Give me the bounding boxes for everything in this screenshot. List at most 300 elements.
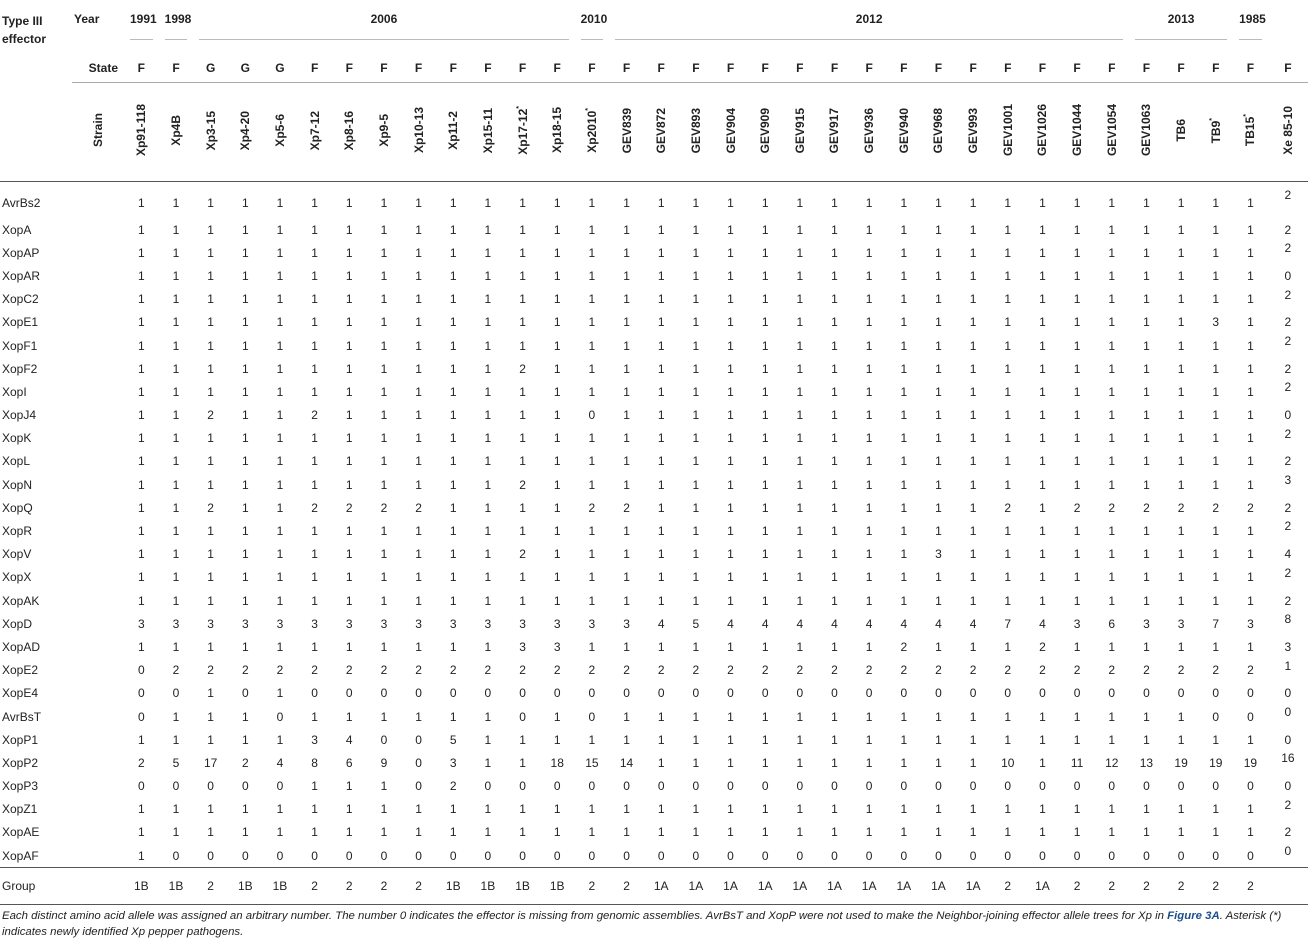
allele-cell: 1 (137, 268, 145, 283)
allele-cell: 0 (796, 848, 804, 863)
allele-cell: 1 (172, 547, 180, 562)
allele-cell: 1 (692, 408, 700, 423)
allele-cell: 1 (692, 431, 700, 446)
strain-cell (193, 83, 228, 182)
allele-cell: 1 (831, 524, 838, 539)
allele-cell: 1 (1004, 384, 1012, 399)
allele-cell: 1 (1108, 709, 1116, 724)
spacer-cell (72, 798, 124, 821)
effector-name: XopE1 (2, 315, 39, 330)
allele-cell: 1 (1039, 802, 1046, 817)
allele-cell: 1 (727, 196, 734, 210)
new-pathogen-mark: * (584, 108, 592, 111)
allele-cell: 3 (449, 755, 457, 770)
allele-cell: 1 (1247, 292, 1254, 307)
allele-cell: 1 (1004, 408, 1012, 423)
allele-cell: 1 (137, 431, 145, 446)
group-cell: 2 (367, 868, 402, 905)
allele-cell: 1 (900, 315, 908, 330)
footnote-text-2: . Asterisk (*) indicates newly identified Xp pepper pathogens. (2, 910, 1282, 938)
allele-cell: 1 (761, 196, 769, 210)
allele-cell: 1 (1073, 593, 1081, 608)
state-cell: F (297, 54, 332, 83)
year-cell (159, 0, 194, 54)
allele-cell: 1 (831, 315, 838, 330)
allele-cell: 0 (449, 848, 457, 863)
strain-cell (263, 83, 298, 182)
allele-cell: 1 (1039, 268, 1046, 283)
strain-cell (748, 83, 783, 182)
allele-cell: 2 (1039, 663, 1046, 678)
allele-cell: 1 (1143, 709, 1150, 724)
allele-cell: 1 (692, 268, 700, 283)
allele-cell: 1 (935, 196, 942, 210)
allele-cell: 1 (207, 361, 214, 376)
allele-cell: 2 (207, 663, 214, 678)
allele-cell: 3 (1284, 639, 1292, 654)
allele-cell: 1 (553, 500, 561, 515)
year-label: 1998 (165, 12, 188, 40)
allele-cell: 1 (380, 547, 388, 562)
allele-cell: 1 (207, 292, 214, 307)
allele-cell: 1 (1247, 547, 1254, 562)
allele-cell: 1 (761, 732, 769, 747)
allele-cell: 3 (207, 616, 214, 631)
group-cell: 1B (540, 868, 575, 905)
allele-cell: 0 (1247, 848, 1254, 863)
table-row (0, 241, 1308, 264)
allele-cell: 1 (311, 196, 318, 210)
allele-cell: 1 (727, 245, 734, 260)
allele-cell: 1 (380, 338, 388, 353)
allele-cell: 1 (345, 431, 353, 446)
spacer-cell (72, 241, 124, 264)
allele-cell: 1 (311, 709, 318, 724)
allele-cell: 12 (1105, 755, 1119, 770)
allele-cell: 0 (1284, 732, 1292, 747)
allele-cell: 1 (1073, 732, 1081, 747)
state-cell: F (748, 54, 783, 83)
allele-cell: 1 (449, 593, 457, 608)
allele-cell: 2 (1177, 500, 1185, 515)
allele-cell: 1 (311, 431, 318, 446)
allele-cell: 4 (969, 616, 977, 631)
allele-cell: 1 (1247, 222, 1254, 237)
allele-cell: 0 (1073, 848, 1081, 863)
allele-cell: 1 (657, 196, 665, 210)
allele-cell: 1 (1143, 570, 1150, 585)
effector-name: XopA (2, 222, 32, 237)
allele-cell: 0 (588, 686, 596, 701)
allele-cell: 1 (831, 222, 838, 237)
allele-cell: 1 (657, 222, 665, 237)
allele-cell: 2 (727, 663, 734, 678)
strain-label (897, 108, 911, 153)
allele-cell: 1 (553, 222, 561, 237)
allele-cell: 1 (831, 245, 838, 260)
allele-cell: 1 (692, 825, 700, 840)
allele-cell: 1 (796, 524, 804, 539)
allele-cell: 1 (415, 268, 422, 283)
strain-cell (852, 83, 887, 182)
allele-cell: 1 (345, 454, 353, 469)
allele-cell: 1 (380, 222, 388, 237)
allele-cell: 1 (1177, 315, 1185, 330)
allele-cell: 5 (692, 616, 700, 631)
effector-name: XopX (2, 570, 32, 585)
spacer-cell (72, 821, 124, 844)
allele-cell: 1 (1073, 802, 1081, 817)
allele-cell: 1 (1004, 431, 1012, 446)
allele-cell: 1 (380, 709, 388, 724)
state-cell: F (1129, 54, 1164, 83)
allele-cell: 19 (1209, 755, 1223, 770)
allele-cell: 0 (623, 779, 630, 794)
allele-cell: 1 (276, 570, 284, 585)
spacer-cell (72, 264, 124, 287)
allele-cell: 1 (241, 593, 249, 608)
allele-cell: 1 (1143, 245, 1150, 260)
strain-label (793, 108, 807, 153)
allele-cell: 1 (692, 338, 700, 353)
allele-cell: 2 (1212, 663, 1220, 678)
allele-cell: 1 (1004, 454, 1012, 469)
spacer-cell (72, 844, 124, 868)
state-cell: G (193, 54, 228, 83)
allele-cell: 1 (1212, 196, 1220, 210)
effector-name: AvrBsT (2, 709, 42, 724)
year-cell (193, 0, 574, 54)
allele-cell: 1 (761, 268, 769, 283)
allele-cell: 1 (692, 500, 700, 515)
allele-cell: 1 (207, 524, 214, 539)
allele-cell: 1 (415, 222, 422, 237)
allele-cell: 1 (1247, 245, 1254, 260)
allele-cell: 0 (1247, 779, 1254, 794)
strain-name: GEV893 (688, 107, 703, 154)
allele-cell: 1 (380, 196, 388, 210)
allele-cell: 0 (241, 848, 249, 863)
group-cell: 1B (159, 868, 194, 905)
allele-cell: 2 (1004, 500, 1012, 515)
allele-cell: 0 (1039, 848, 1046, 863)
allele-cell: 0 (1004, 848, 1012, 863)
allele-cell: 1 (935, 500, 942, 515)
allele-cell: 1 (519, 593, 526, 608)
allele-cell: 1 (727, 292, 734, 307)
allele-cell: 0 (1284, 686, 1292, 701)
allele-cell: 1 (380, 524, 388, 539)
allele-cell: 1 (935, 361, 942, 376)
spacer-cell (72, 288, 124, 311)
allele-cell: 1 (311, 547, 318, 562)
allele-cell: 1 (623, 361, 630, 376)
allele-cell: 1 (241, 338, 249, 353)
allele-cell: 1 (415, 431, 422, 446)
allele-cell: 1 (831, 755, 838, 770)
allele-cell: 0 (311, 848, 318, 863)
allele-cell: 0 (761, 848, 769, 863)
allele-cell: 1 (1108, 268, 1116, 283)
allele-cell: 1 (1039, 292, 1046, 307)
allele-cell: 1 (969, 500, 977, 515)
allele-cell: 2 (172, 663, 180, 678)
allele-cell: 1 (1247, 477, 1254, 492)
allele-cell: 1 (311, 268, 318, 283)
state-cell: F (1268, 54, 1308, 83)
allele-cell: 1 (623, 524, 630, 539)
allele-cell: 1 (761, 570, 769, 585)
allele-cell: 4 (1284, 547, 1292, 562)
allele-cell: 1 (553, 268, 561, 283)
allele-cell: 1 (1039, 384, 1046, 399)
effector-header (0, 0, 72, 182)
table-row (0, 288, 1308, 311)
allele-cell: 1 (657, 709, 665, 724)
allele-cell: 1 (207, 268, 214, 283)
table-row (0, 543, 1308, 566)
allele-cell: 1 (137, 196, 145, 210)
allele-cell: 1 (1143, 524, 1150, 539)
allele-cell: 1 (137, 477, 145, 492)
allele-cell: 0 (553, 848, 561, 863)
strain-label (377, 114, 391, 147)
allele-cell: 1 (1143, 292, 1150, 307)
group-cell: 1A (921, 868, 956, 905)
allele-cell: 1 (519, 825, 526, 840)
allele-cell: 1 (207, 431, 214, 446)
allele-cell: 0 (1073, 779, 1081, 794)
allele-cell: 1 (207, 570, 214, 585)
strain-header-label: Strain (91, 113, 105, 148)
allele-cell: 0 (380, 732, 388, 747)
allele-cell: 4 (831, 616, 838, 631)
allele-cell: 1 (449, 315, 457, 330)
allele-cell: 1 (484, 431, 492, 446)
year-cell (1233, 0, 1268, 54)
allele-cell: 3 (276, 616, 284, 631)
allele-cell: 0 (1284, 844, 1292, 859)
allele-cell: 1 (761, 802, 769, 817)
table-row (0, 751, 1308, 774)
group-cell: 1B (505, 868, 540, 905)
allele-cell: 0 (623, 686, 630, 701)
allele-cell: 1 (865, 338, 873, 353)
allele-cell: 1 (172, 268, 180, 283)
allele-cell: 1 (241, 500, 249, 515)
allele-cell: 1 (865, 547, 873, 562)
table-row (0, 496, 1308, 519)
spacer-cell (72, 635, 124, 658)
allele-cell: 1 (311, 477, 318, 492)
strain-cell (921, 83, 956, 182)
allele-cell: 1 (1247, 315, 1254, 330)
allele-cell: 0 (1284, 408, 1292, 423)
allele-cell: 1 (207, 384, 214, 399)
allele-cell: 1 (1108, 384, 1116, 399)
allele-cell: 3 (519, 639, 526, 654)
strain-label (827, 108, 841, 153)
allele-cell: 1 (519, 222, 526, 237)
allele-cell: 1 (831, 639, 838, 654)
allele-cell: 1 (276, 361, 284, 376)
allele-cell: 1 (727, 431, 734, 446)
allele-cell: 1 (1247, 361, 1254, 376)
allele-cell: 0 (865, 779, 873, 794)
allele-cell: 1 (241, 384, 249, 399)
effector-name: XopZ1 (2, 802, 38, 817)
allele-cell: 1 (588, 477, 596, 492)
allele-cell: 3 (1177, 616, 1185, 631)
table-footnote (2, 908, 1302, 940)
year-label: 2006 (199, 12, 568, 40)
allele-cell: 1 (831, 732, 838, 747)
allele-cell: 1 (241, 222, 249, 237)
allele-cell: 3 (519, 616, 526, 631)
allele-cell: 1 (727, 408, 734, 423)
group-cell: 2 (990, 868, 1025, 905)
allele-cell: 1 (1108, 431, 1116, 446)
allele-cell: 1 (796, 222, 804, 237)
strain-label (654, 108, 668, 153)
allele-cell: 1 (900, 709, 908, 724)
new-pathogen-mark: * (515, 106, 523, 109)
allele-cell: 2 (969, 663, 977, 678)
allele-cell: 1 (692, 292, 700, 307)
spacer-cell (72, 589, 124, 612)
allele-cell: 1 (241, 196, 249, 210)
allele-cell: 2 (1284, 380, 1292, 395)
allele-cell: 1 (1143, 825, 1150, 840)
allele-cell: 2 (380, 663, 388, 678)
allele-cell: 1 (276, 732, 284, 747)
allele-cell: 1 (1004, 245, 1012, 260)
allele-cell: 1 (588, 315, 596, 330)
allele-cell: 15 (585, 755, 599, 770)
allele-cell: 1 (553, 524, 561, 539)
allele-cell: 1 (692, 593, 700, 608)
allele-cell: 1 (727, 500, 734, 515)
allele-cell: 1 (380, 431, 388, 446)
allele-cell: 1 (484, 196, 492, 210)
new-pathogen-mark: * (1243, 114, 1251, 118)
strain-name: GEV936 (862, 107, 877, 154)
year-row (0, 0, 1308, 54)
allele-cell: 1 (276, 500, 284, 515)
group-cell: 1B (228, 868, 263, 905)
allele-cell: 1 (865, 524, 873, 539)
state-cell: F (852, 54, 887, 83)
allele-cell: 1 (900, 825, 908, 840)
state-cell: F (921, 54, 956, 83)
allele-cell: 1 (865, 196, 873, 210)
strain-cell (471, 83, 506, 182)
allele-cell: 1 (1247, 454, 1254, 469)
allele-cell: 0 (1212, 779, 1220, 794)
allele-cell: 1 (761, 245, 769, 260)
allele-cell: 1 (935, 755, 942, 770)
allele-cell: 1 (1108, 315, 1116, 330)
allele-cell: 1 (935, 593, 942, 608)
spacer-cell (72, 380, 124, 403)
allele-cell: 1 (727, 454, 734, 469)
allele-cell: 1 (1177, 477, 1185, 492)
strain-label (342, 111, 356, 150)
allele-cell: 1 (900, 593, 908, 608)
allele-cell: 2 (935, 663, 942, 678)
allele-cell: 1 (865, 245, 873, 260)
allele-cell: 1 (415, 639, 422, 654)
allele-cell: 1 (1177, 709, 1185, 724)
allele-cell: 1 (657, 361, 665, 376)
allele-cell: 1 (1247, 196, 1254, 210)
effector-name: XopAP (2, 245, 40, 260)
strain-cell (575, 83, 610, 182)
allele-cell: 0 (1108, 848, 1116, 863)
strain-cell (1164, 83, 1199, 182)
allele-cell: 0 (1284, 704, 1292, 719)
allele-cell: 1 (172, 593, 180, 608)
group-cell: 2 (609, 868, 644, 905)
allele-cell: 1 (553, 477, 561, 492)
spacer-cell (72, 728, 124, 751)
allele-cell: 1 (484, 315, 492, 330)
spacer-cell (72, 311, 124, 334)
effector-name: XopL (2, 454, 31, 469)
strain-name: GEV993 (966, 107, 981, 154)
allele-cell: 1 (207, 547, 214, 562)
allele-cell: 0 (969, 779, 977, 794)
allele-cell: 1 (519, 524, 526, 539)
allele-cell: 1 (137, 570, 145, 585)
allele-cell: 1 (1247, 825, 1254, 840)
allele-cell: 1 (831, 292, 838, 307)
allele-cell: 3 (1212, 315, 1220, 330)
allele-cell: 1 (276, 802, 284, 817)
strain-label (1139, 104, 1153, 156)
allele-cell: 0 (1143, 779, 1150, 794)
group-cell (1268, 868, 1308, 905)
allele-cell: 1 (415, 802, 422, 817)
allele-cell: 9 (380, 755, 388, 770)
allele-cell: 1 (484, 454, 492, 469)
allele-cell: 2 (761, 663, 769, 678)
allele-cell: 1 (345, 408, 353, 423)
allele-cell: 1 (969, 408, 977, 423)
allele-cell: 3 (311, 616, 318, 631)
allele-cell: 1 (761, 222, 769, 237)
group-cell: 1A (852, 868, 887, 905)
allele-cell: 1 (831, 477, 838, 492)
allele-cell: 0 (657, 779, 665, 794)
allele-cell: 1 (172, 315, 180, 330)
allele-cell: 1 (519, 500, 526, 515)
allele-cell: 1 (1004, 477, 1012, 492)
state-row (0, 54, 1308, 83)
allele-cell: 1 (831, 825, 838, 840)
allele-cell: 0 (137, 709, 145, 724)
allele-cell: 2 (623, 663, 630, 678)
state-cell: F (1233, 54, 1268, 83)
allele-cell: 3 (623, 616, 630, 631)
strain-label (1001, 104, 1015, 156)
allele-cell: 1 (900, 196, 908, 210)
allele-cell: 1 (761, 315, 769, 330)
allele-cell: 2 (449, 663, 457, 678)
allele-cell: 1 (1212, 547, 1220, 562)
allele-cell: 1 (692, 245, 700, 260)
allele-cell: 1 (137, 408, 145, 423)
